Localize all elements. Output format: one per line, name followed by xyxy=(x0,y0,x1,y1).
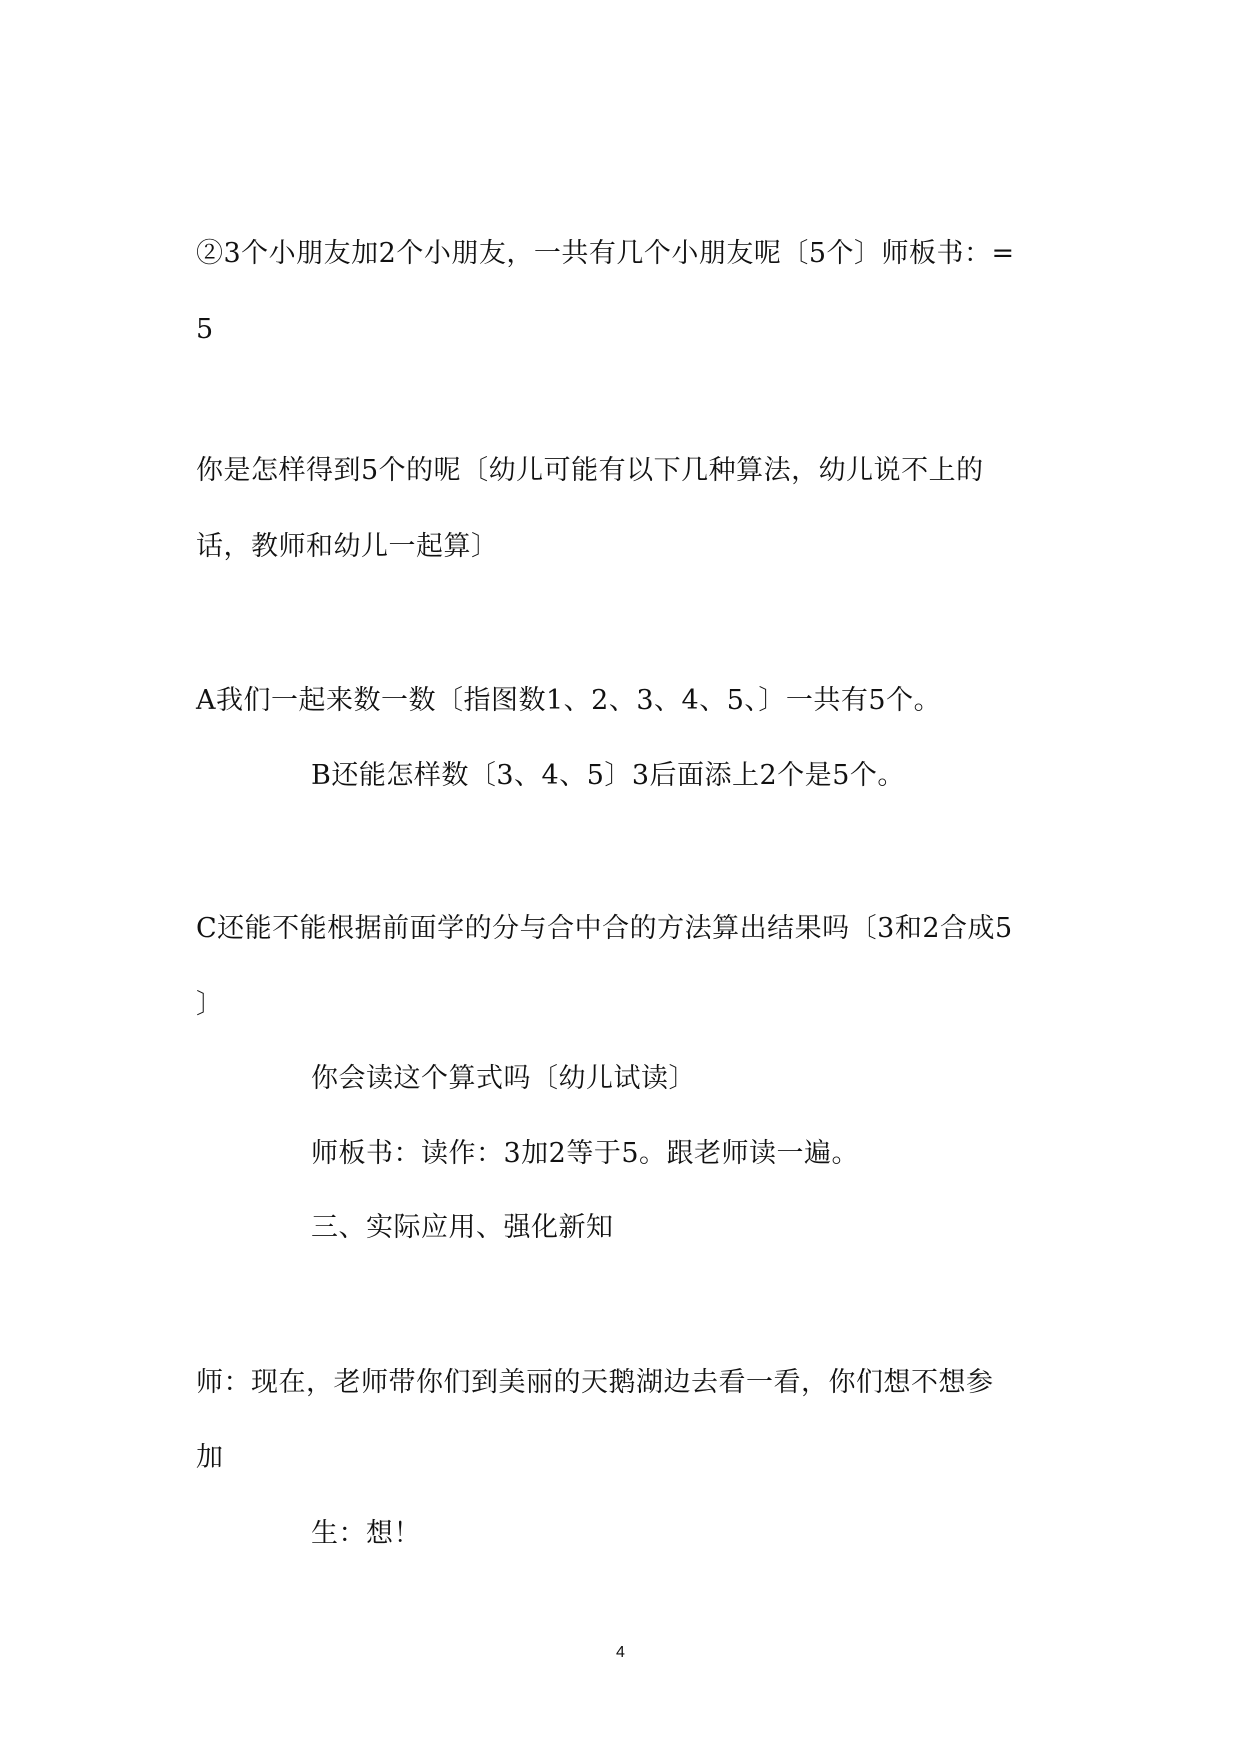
paragraph-line: 你会读这个算式吗〔幼儿试读〕 xyxy=(311,1063,696,1094)
paragraph-line: 5 xyxy=(196,314,214,345)
paragraph-line: 师板书：读作：3加2等于5。跟老师读一遍。 xyxy=(311,1138,860,1169)
paragraph-line: 生：想！ xyxy=(311,1518,421,1549)
paragraph-line: 〕 xyxy=(196,989,224,1020)
paragraph-line: ②3个小朋友加2个小朋友，一共有几个小朋友呢〔5个〕师板书：= xyxy=(196,238,1015,269)
section-heading: 三、实际应用、强化新知 xyxy=(311,1212,614,1243)
paragraph-line: 你是怎样得到5个的呢〔幼儿可能有以下几种算法，幼儿说不上的 xyxy=(196,455,984,486)
page-number: 4 xyxy=(616,1644,625,1661)
paragraph-line: C还能不能根据前面学的分与合中合的方法算出结果吗〔3和2合成5 xyxy=(196,913,1013,944)
paragraph-line: A我们一起来数一数〔指图数1、2、3、4、5、〕一共有5个。 xyxy=(196,685,942,716)
paragraph-line: 话，教师和幼儿一起算〕 xyxy=(196,531,499,562)
paragraph-line: 加 xyxy=(196,1442,224,1473)
paragraph-line: 师：现在，老师带你们到美丽的天鹅湖边去看一看，你们想不想参 xyxy=(196,1367,994,1398)
paragraph-line: B还能怎样数〔3、4、5〕3后面添上2个是5个。 xyxy=(311,760,905,791)
